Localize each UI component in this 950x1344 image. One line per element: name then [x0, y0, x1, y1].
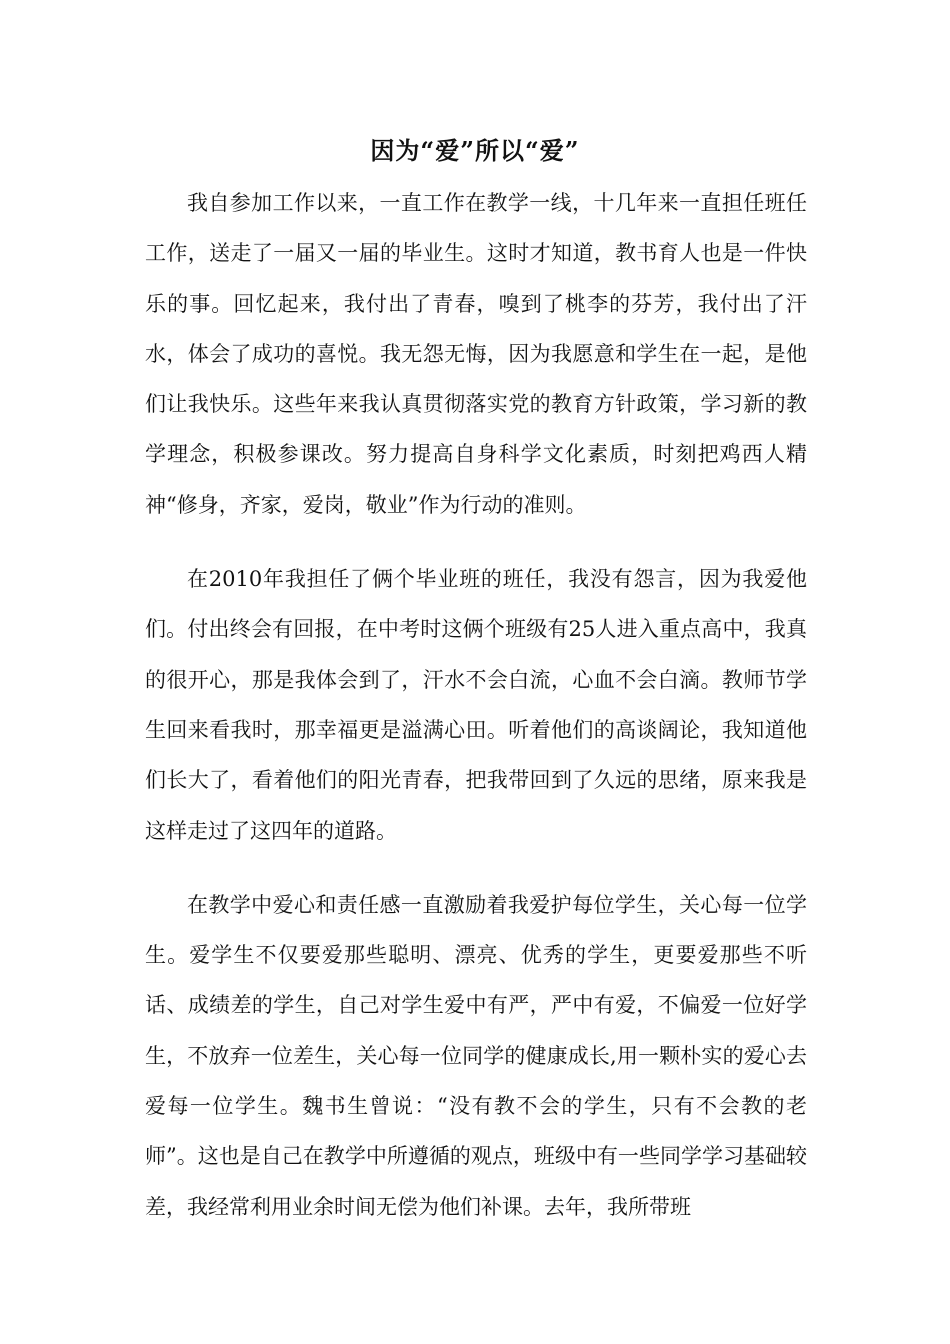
document-body — [145, 178, 807, 1256]
paragraph-3: 在教学中爱心和责任感一直激励着我爱护每位学生，关心每一位学生。爱学生不仅要爱那些聪明、漂亮、优秀的学生，更要爱那些不听话、成绩差的学生，自己对学生爱中有严，严中有爱，不偏爱一位好学生，不放弃一位差生，关心每一位同学的健康成长,用一颗朴实的爱心去爱每一位学生。魏书生曾说：“没有教不会的学生，只有不会教的老师”。这也是自己在教学中所遵循的观点，班级中有一些同学学习基础较差，我经常利用业余时间无偿为他们补课。去年，我所带班 — [145, 892, 807, 1219]
paragraph-2: 在2010年我担任了俩个毕业班的班任，我没有怨言，因为我爱他们。付出终会有回报，在中考时这俩个班级有25人进入重点高中，我真的很开心，那是我体会到了，汗水不会白流，心血不会白滴。教师节学生回来看我时，那幸福更是溢满心田。听着他们的高谈阔论，我知道他们长大了，看着他们的阳光青春，把我带回到了久远的思绪，原来我是这样走过了这四年的道路。 — [145, 567, 807, 843]
paragraph-1: 我自参加工作以来，一直工作在教学一线，十几年来一直担任班任工作，送走了一届又一届的毕业生。这时才知道，教书育人也是一件快乐的事。回忆起来，我付出了青春，嗅到了桃李的芬芳，我付出了汗水，体会了成功的喜悦。我无怨无悔，因为我愿意和学生在一起，是他们让我快乐。这些年来我认真贯彻落实党的教育方针政策，学习新的教学理念，积极参课改。努力提高自身科学文化素质，时刻把鸡西人精神“修身，齐家，爱岗，敬业”作为行动的准则。 — [145, 191, 807, 517]
document-title: 因为“爱”所以“爱” — [370, 136, 580, 165]
